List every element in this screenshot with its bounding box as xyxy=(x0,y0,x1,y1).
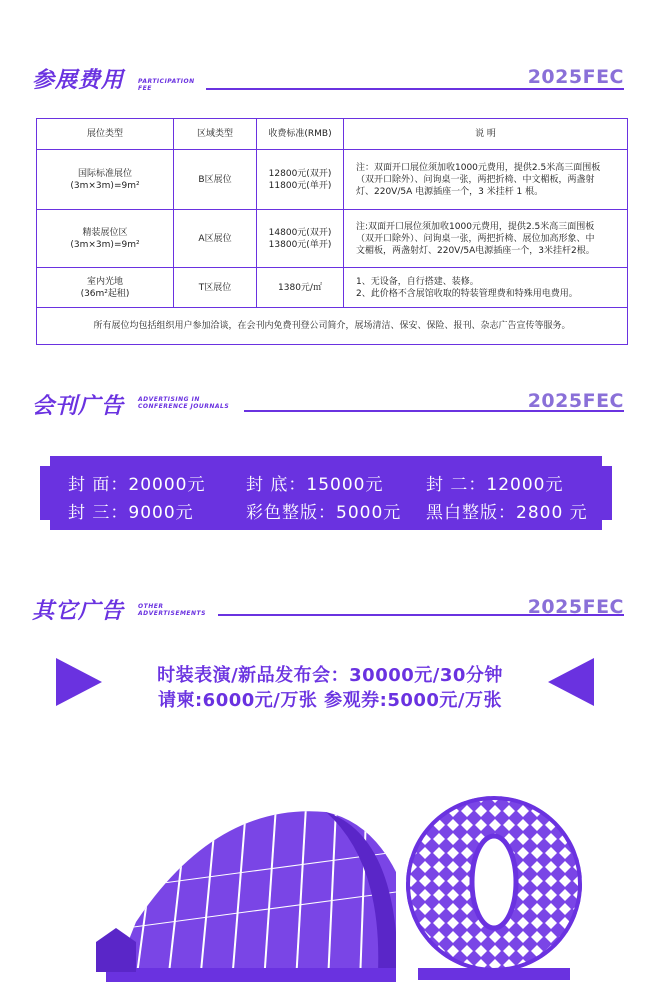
booth-type-cell xyxy=(37,150,174,210)
table-row xyxy=(37,210,628,268)
note-cell xyxy=(344,210,628,268)
other-ads-subtitle-line2: ADVERTISEMENTS xyxy=(138,610,206,617)
journal-ads-section-title: 会刊广告 xyxy=(32,394,125,419)
ad-price-item: 封 面：20000元 xyxy=(68,475,206,495)
ad-price-item: 黑白整版：2800 元 xyxy=(426,503,588,523)
fee-table-header: 展位类型 xyxy=(37,119,174,150)
note-line: 2、此价格不含展馆收取的特装管理费和特殊用电费用。 xyxy=(356,288,578,299)
price-cell xyxy=(257,150,344,210)
ring-tower-icon xyxy=(404,790,584,980)
note-line: 注：双面开口展位须加收1000元费用，提供2.5米高三面围板 xyxy=(356,162,601,173)
ad-price-item: 彩色整版：5000元 xyxy=(246,503,402,523)
price-single: 11800元(单开) xyxy=(268,180,332,191)
price-cell xyxy=(257,210,344,268)
journal-ads-banner xyxy=(40,456,612,530)
table-row xyxy=(37,150,628,210)
banner-notch xyxy=(40,456,50,466)
fee-table-header: 收费标准(RMB) xyxy=(257,119,344,150)
ad-price-item: 封 三：9000元 xyxy=(68,503,194,523)
fees-section-tag: 2025FEC xyxy=(527,66,624,88)
fees-section-subtitle: PARTICIPATION FEE xyxy=(138,78,195,92)
booth-type-cell xyxy=(37,210,174,268)
note-line: 1、无设备，自行搭建、装修。 xyxy=(356,276,479,287)
fees-section-rule xyxy=(206,88,624,90)
fee-table-footer: 所有展位均包括组织用户参加洽谈，在会刊内免费刊登公司简介，展场清洁、保安、保险、报刊、杂志广告宣传等服务。 xyxy=(37,308,628,345)
booth-type-size: (36m²起租) xyxy=(80,288,130,299)
fees-section-title: 参展费用 xyxy=(32,68,125,93)
banner-notch xyxy=(602,520,612,530)
fee-table-header: 区域类型 xyxy=(174,119,257,150)
ad-price-item: 封 底：15000元 xyxy=(246,475,384,495)
ad-price-item: 封 二：12000元 xyxy=(426,475,564,495)
note-line: 文楣板，两盏射灯、220V/5A电源插座一个，3米挂杆2根。 xyxy=(356,245,595,256)
price-double: 12800元(双开) xyxy=(268,168,332,179)
note-cell xyxy=(344,150,628,210)
journal-ads-subtitle-line2: CONFERENCE JOURNALS xyxy=(138,403,230,410)
price-single: 13800元(单开) xyxy=(268,239,332,250)
banner-notch xyxy=(40,520,50,530)
note-cell xyxy=(344,268,628,308)
other-ads-line1: 时装表演/新品发布会：30000元/30分钟 xyxy=(157,665,503,686)
other-ads-subtitle-line1: OTHER xyxy=(138,603,164,610)
note-line: （双开口除外）、问询桌一张，两把折椅、中文楣板，两盏射 xyxy=(356,174,595,185)
fee-table xyxy=(36,118,628,345)
stadium-building-icon xyxy=(96,772,396,982)
note-line: 灯、220V/5A 电源插座一个，3 米挂杆 1 根。 xyxy=(356,186,544,197)
journal-ads-subtitle-line1: ADVERTISING IN xyxy=(138,396,200,403)
other-ads-section-title: 其它广告 xyxy=(32,599,125,624)
zone-cell: A区展位 xyxy=(174,210,257,268)
other-ads-line2: 请柬:6000元/万张 参观券:5000元/万张 xyxy=(157,690,502,711)
other-ads-section-tag: 2025FEC xyxy=(527,596,624,618)
price-double: 14800元(双开) xyxy=(268,227,332,238)
booth-type-name: 室内光地 xyxy=(86,276,123,287)
booth-type-cell xyxy=(37,268,174,308)
fee-table-header-row xyxy=(37,119,628,150)
note-line: （双开口除外）、问询桌一张，两把折椅、展位加高形象、中 xyxy=(356,233,595,244)
fee-table-footer-row xyxy=(37,308,628,345)
note-line: 注:双面开口展位须加收1000元费用，提供2.5米高三面围板 xyxy=(356,221,595,232)
banner-notch xyxy=(602,456,612,466)
booth-type-name: 精装展位区 xyxy=(82,227,128,238)
table-row xyxy=(37,268,628,308)
fee-table-header: 说 明 xyxy=(344,119,628,150)
zone-cell: B区展位 xyxy=(174,150,257,210)
journal-ads-section-tag: 2025FEC xyxy=(527,390,624,412)
booth-type-size: (3m×3m)=9m² xyxy=(70,239,140,250)
zone-cell: T区展位 xyxy=(174,268,257,308)
booth-type-name: 国际标准展位 xyxy=(77,168,132,179)
price-cell: 1380元/㎡ xyxy=(257,268,344,308)
booth-type-size: (3m×3m)=9m² xyxy=(70,180,140,191)
